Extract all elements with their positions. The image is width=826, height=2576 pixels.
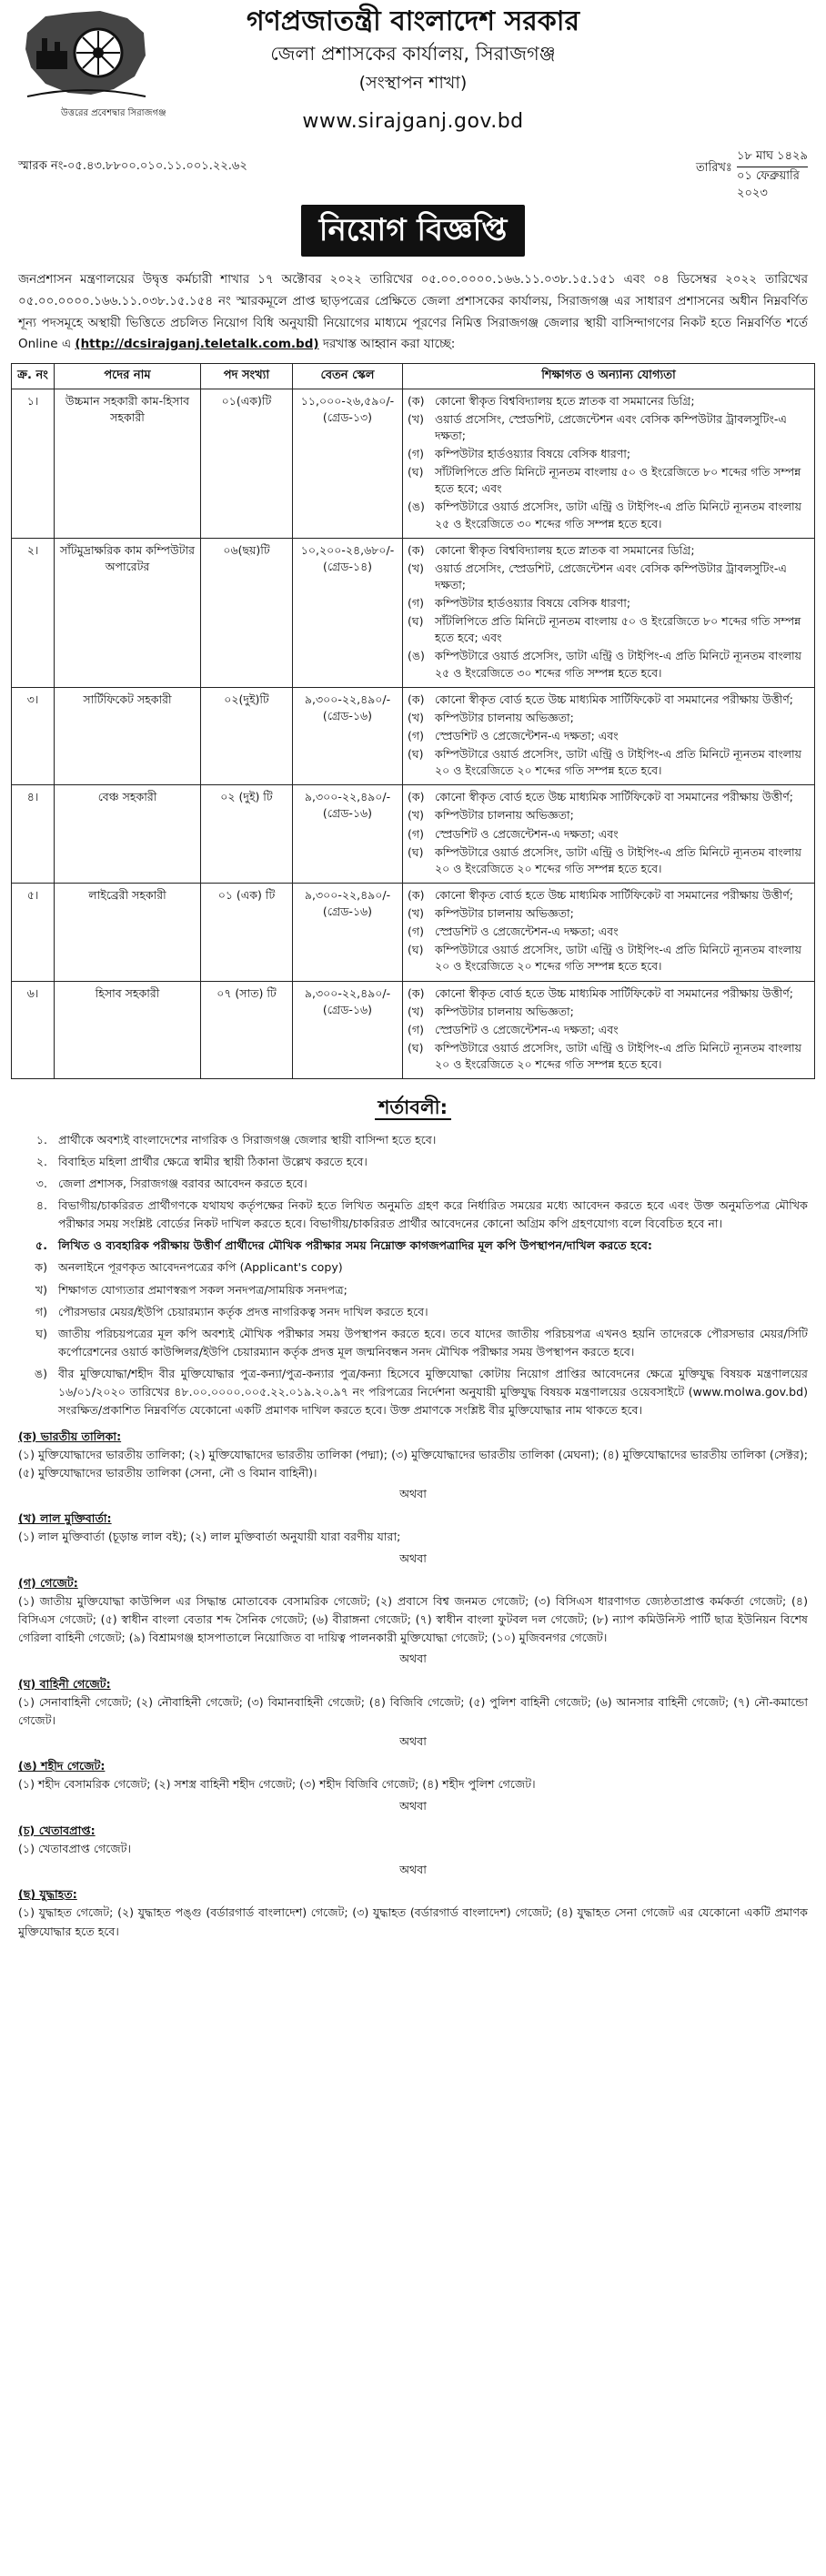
- qualification-item: [408, 613, 810, 646]
- condition-text: প্রার্থীকে অবশ্যই বাংলাদেশের নাগরিক ও সিরাজগঞ্জ জেলার স্থায়ী বাসিন্দা হতে হবে।: [58, 1132, 437, 1147]
- row-serial: ১।: [12, 389, 55, 538]
- row-pay-scale: ৯,৩০০-২২,৪৯০/- (গ্রেড-১৬): [293, 687, 403, 785]
- qualification-item: [408, 393, 810, 409]
- qualification-item: [408, 464, 810, 497]
- qualification-text: কোনো স্বীকৃত বোর্ড হতে উচ্চ মাধ্যমিক সার্টিফিকেট বা সমমানের পরীক্ষায় উত্তীর্ণ;: [435, 692, 793, 706]
- header-serial: ক্র. নং: [12, 363, 55, 389]
- row-post-name: বেঞ্চ সহকারী: [55, 785, 201, 884]
- qualification-text: স্প্রেডশিট ও প্রেজেন্টেশন-এ দক্ষতা; এবং: [435, 826, 619, 841]
- proof-section: [18, 1822, 808, 1858]
- or-separator: অথবা: [399, 1863, 427, 1877]
- proof-section: [18, 1885, 808, 1940]
- qualification-text: কম্পিউটারে ওয়ার্ড প্রসেসিং, ডাটা এন্ট্রি ও টাইপিং-এ প্রতি মিনিটে ন্যূনতম বাংলায় ২০ ও ইংরেজিতে ২০ শব্দের গতি সম্পন্ন হতে হবে।: [435, 844, 802, 875]
- qualification-label: (ঘ): [408, 844, 424, 859]
- condition-item: [18, 1175, 808, 1193]
- proof-section-heading: (ক) ভারতীয় তালিকা:: [18, 1429, 122, 1443]
- row-serial: ৩।: [12, 687, 55, 785]
- website-link[interactable]: www.sirajganj.gov.bd: [302, 110, 524, 133]
- qualification-item: [408, 924, 810, 940]
- date-bangla: ১৮ মাঘ ১৪২৯: [737, 147, 808, 167]
- qualification-text: কোনো স্বীকৃত বিশ্ববিদ্যালয় হতে স্নাতক বা সমমানের ডিগ্রি;: [435, 393, 695, 408]
- condition-item: [18, 1325, 808, 1361]
- qualification-label: (ঙ): [408, 500, 425, 514]
- qualification-text: কম্পিউটারে ওয়ার্ড প্রসেসিং, ডাটা এন্ট্রি ও টাইপিং-এ প্রতি মিনিটে ন্যূনতম বাংলায় ২০ ও ইংরেজিতে ২০ শব্দের গতি সম্পন্ন হতে হবে।: [435, 747, 802, 778]
- condition-number: ঘ): [35, 1326, 47, 1340]
- proof-section-heading: (ঙ) শহীদ গেজেট:: [18, 1759, 106, 1773]
- qualification-text: কম্পিউটার চালনায় অভিজ্ঞতা;: [435, 710, 574, 724]
- table-row: [12, 785, 815, 884]
- qualification-label: (গ): [408, 728, 424, 742]
- qualification-label: (ক): [408, 393, 425, 408]
- qualification-item: [408, 561, 810, 593]
- proof-section-body: (১) যুদ্ধাহত গেজেট; (২) যুদ্ধাহত পঙ্গু (বর্ডারগার্ড বাংলাদেশ) গেজেট; (৩) যুদ্ধাহত (বর্ডারগার্ড বাংলাদেশ) গেজেট; (৪) যুদ্ধাহত সেনা গেজেট এর যেকোনো একটি প্রমাণক মুক্তিযোদ্ধার হতে হবে।: [18, 1905, 808, 1938]
- qualification-text: সাঁটলিপিতে প্রতি মিনিটে ন্যূনতম বাংলায় ৫০ ও ইংরেজিতে ৮০ শব্দের গতি সম্পন্ন হতে হবে; এবং: [435, 614, 801, 645]
- date-block: [737, 147, 808, 204]
- qualification-text: কম্পিউটার হার্ডওয়্যার বিষয়ে বেসিক ধারণা;: [435, 447, 631, 461]
- qualification-item: [408, 789, 810, 805]
- qualification-item: [408, 692, 810, 708]
- intro-paragraph: [18, 269, 808, 356]
- condition-text: বীর মুক্তিযোদ্ধা/শহীদ বীর মুক্তিযোদ্ধার পুত্র-কন্যা/পুত্র-কন্যার পুত্র/কন্যা হিসেবে মুক্তিযোদ্ধা কোটায় নিয়োগ প্রাপ্তির আবেদনের ক্ষেত্রে মুক্তিযুদ্ধ বিষয়ক মন্ত্রণালয়ের ১৬/০১/২০২০ তারিখের ৪৮.০০.০০০০.০০৫.২২.০১৯.২০.৯৭ নং পরিপত্রের নির্দেশনা অনুযায়ী মুক্তিযুদ্ধ বিষয়ক মন্ত্রণালয়ের ওয়েবসাইটে (www.molwa.gov.bd) সংরক্ষিত/প্রকাশিত নিম্নবর্ণিত যেকোনো একটি প্রমাণক দাখিল করতে হবে। উক্ত প্রমাণকে সংশ্লিষ্ট বীর মুক্তিযোদ্ধার নাম থাকতে হবে।: [58, 1367, 808, 1418]
- conditions-title-wrap: [11, 1094, 815, 1121]
- proof-section-body: (১) শহীদ বেসামরিক গেজেট; (২) সশস্ত্র বাহিনী শহীদ গেজেট; (৩) শহীদ বিজিবি গেজেট; (৪) শহীদ পুলিশ গেজেট।: [18, 1777, 536, 1792]
- condition-number: গ): [35, 1304, 47, 1318]
- proof-section: [18, 1510, 808, 1546]
- qualification-label: (ক): [408, 887, 425, 902]
- qualification-label: (খ): [408, 561, 424, 575]
- qualification-item: [408, 746, 810, 779]
- qualification-text: কম্পিউটার চালনায় অভিজ্ঞতা;: [435, 808, 574, 823]
- memo-number: স্মারক নং-০৫.৪৩.৮৮০০.০১০.১১.০০১.২২.৬২: [18, 159, 247, 173]
- qualification-text: কম্পিউটারে ওয়ার্ড প্রসেসিং, ডাটা এন্ট্রি ও টাইপিং-এ প্রতি মিনিটে ন্যূনতম বাংলায় ২৫ ও ইংরেজিতে ৩০ শব্দের গতি সম্পন্ন হতে হবে।: [435, 649, 802, 680]
- letterhead: [11, 0, 815, 200]
- qualification-text: কোনো স্বীকৃত বোর্ড হতে উচ্চ মাধ্যমিক সার্টিফিকেট বা সমমানের পরীক্ষায় উত্তীর্ণ;: [435, 985, 793, 1000]
- logo-caption: উত্তরের প্রবেশদ্বার সিরাজগঞ্জ: [61, 108, 166, 118]
- condition-number: ৫.: [35, 1238, 47, 1253]
- proof-section-body: (১) সেনাবাহিনী গেজেট; (২) নৌবাহিনী গেজেট; (৩) বিমানবাহিনী গেজেট; (৪) বিজিবি গেজেট; (৫) পুলিশ বাহিনী গেজেট; (৬) আনসার বাহিনী গেজেট; (৭) নৌ-কমান্ডো গেজেট।: [18, 1694, 808, 1727]
- office-name: জেলা প্রশাসকের কার্যালয়, সিরাজগঞ্জ: [270, 43, 556, 65]
- header-post-count: পদ সংখ্যা: [201, 363, 293, 389]
- condition-item: [18, 1303, 808, 1321]
- qualification-label: (ক): [408, 542, 425, 557]
- qualification-label: (খ): [408, 808, 424, 823]
- condition-text: জাতীয় পরিচয়পত্রের মূল কপি অবশ্যই মৌখিক পরীক্ষার সময় উপস্থাপন করতে হবে। তবে যাদের জাতীয় পরিচয়পত্র এখনও হয়নি তাদেরকে পৌরসভার মেয়র/সিটি কর্পোরেশনের ওয়ার্ড কাউন্সিলর/ইউপি চেয়ারম্যান কর্তৃক প্রদত্ত মূল জন্মনিবন্ধন সনদ মৌখিক পরীক্ষার সময় উপস্থাপন করতে হবে।: [58, 1326, 808, 1359]
- branch-name: (সংস্থাপন শাখা): [358, 73, 468, 93]
- proof-section: [18, 1675, 808, 1730]
- or-separator: অথবা: [399, 1652, 427, 1666]
- condition-item: [18, 1197, 808, 1233]
- qualification-text: সাঁটলিপিতে প্রতি মিনিটে ন্যূনতম বাংলায় ৫০ ও ইংরেজিতে ৮০ শব্দের গতি সম্পন্ন হতে হবে; এবং: [435, 465, 801, 496]
- condition-text: জেলা প্রশাসক, সিরাজগঞ্জ বরাবর আবেদন করতে হবে।: [58, 1176, 307, 1190]
- row-qualifications: [403, 389, 815, 538]
- qualification-item: [408, 499, 810, 531]
- row-post-count: ০৬(ছয়)টি: [201, 538, 293, 687]
- qualification-text: কম্পিউটার চালনায় অভিজ্ঞতা;: [435, 1004, 574, 1018]
- proof-section-heading: (চ) খেতাবপ্রাপ্ত:: [18, 1823, 96, 1837]
- qualification-text: স্প্রেডশিট ও প্রেজেন্টেশন-এ দক্ষতা; এবং: [435, 1022, 619, 1036]
- qualification-item: [408, 595, 810, 611]
- row-qualifications: [403, 538, 815, 687]
- proof-section: [18, 1428, 808, 1482]
- qualification-label: (ঘ): [408, 465, 424, 480]
- condition-number: ১.: [35, 1132, 47, 1147]
- condition-item: [18, 1365, 808, 1419]
- qualification-label: (ক): [408, 692, 425, 706]
- row-pay-scale: ১০,২০০-২৪,৬৮০/- (গ্রেড-১৪): [293, 538, 403, 687]
- qualification-label: (ঘ): [408, 1040, 424, 1055]
- qualification-item: [408, 905, 810, 922]
- freedom-fighter-proofs: [11, 1428, 815, 1941]
- row-post-name: লাইব্রেরী সহকারী: [55, 883, 201, 981]
- proof-section-heading: (খ) লাল মুক্তিবার্তা:: [18, 1511, 112, 1526]
- row-pay-scale: ৯,৩০০-২২,৪৯০/- (গ্রেড-১৬): [293, 785, 403, 884]
- condition-text: বিভাগীয়/চাকরিরত প্রার্থীগণকে যথাযথ কর্তৃপক্ষের নিকট হতে লিখিত অনুমতি গ্রহণ করে নির্ধারিত সময়ের মধ্যে আবেদন করতে হবে এবং উক্ত অনুমতিপত্র মৌখিক পরীক্ষার সময় সংশ্লিষ্ট বোর্ডের নিকট দাখিল করতে হবে। বিভাগীয়/চাকরিরত প্রার্থীর আবেদনের কোনো অগ্রিম কপি গ্রহণযোগ্য বলে বিবেচিত হবে না।: [58, 1198, 808, 1231]
- row-qualifications: [403, 883, 815, 981]
- header-pay-scale: বেতন স্কেল: [293, 363, 403, 389]
- proof-section-body: (১) লাল মুক্তিবার্তা (চূড়ান্ত লাল বই); (২) লাল মুক্তিবার্তা অনুযায়ী যারা বরণীয় যারা;: [18, 1530, 401, 1544]
- condition-number: ঙ): [34, 1367, 47, 1381]
- condition-text: লিখিত ও ব্যবহারিক পরীক্ষায় উত্তীর্ণ প্রার্থীদের মৌখিক পরীক্ষার সময় নিম্নোক্ত কাগজপত্রাদির মূল কপি উপস্থাপন/দাখিল করতে হবে:: [58, 1238, 652, 1253]
- qualification-text: ওয়ার্ড প্রসেসিং, স্প্রেডশিট, প্রেজেন্টেশন এবং বেসিক কম্পিউটার ট্রাবলসুটিং-এ দক্ষতা;: [435, 411, 787, 442]
- row-post-name: সাঁটমুদ্রাক্ষরিক কাম কম্পিউটার অপারেটর: [55, 538, 201, 687]
- qualification-text: কম্পিউটার হার্ডওয়্যার বিষয়ে বেসিক ধারণা;: [435, 596, 631, 611]
- condition-text: পৌরসভার মেয়র/ইউপি চেয়ারম্যান কর্তৃক প্রদত্ত নাগরিকত্ব সনদ দাখিল করতে হবে।: [58, 1304, 428, 1318]
- proof-section-heading: (ঘ) বাহিনী গেজেট:: [18, 1676, 111, 1691]
- row-pay-scale: ৯,৩০০-২২,৪৯০/- (গ্রেড-১৬): [293, 883, 403, 981]
- qualification-label: (খ): [408, 411, 424, 426]
- qualification-item: [408, 542, 810, 559]
- qualification-text: কোনো স্বীকৃত বিশ্ববিদ্যালয় হতে স্নাতক বা সমমানের ডিগ্রি;: [435, 542, 695, 557]
- qualification-text: কোনো স্বীকৃত বোর্ড হতে উচ্চ মাধ্যমিক সার্টিফিকেট বা সমমানের পরীক্ষায় উত্তীর্ণ;: [435, 887, 793, 902]
- qualification-item: [408, 1004, 810, 1020]
- row-post-name: সার্টিফিকেট সহকারী: [55, 687, 201, 785]
- row-post-count: ০৭ (সাত) টি: [201, 981, 293, 1079]
- table-row: [12, 687, 815, 785]
- application-link[interactable]: (http://dcsirajganj.teletalk.com.bd): [75, 337, 319, 352]
- proof-section-heading: (গ) গেজেট:: [18, 1575, 78, 1590]
- row-serial: ৫।: [12, 883, 55, 981]
- row-serial: ২।: [12, 538, 55, 687]
- or-separator: অথবা: [399, 1551, 427, 1565]
- posts-table-body: [12, 389, 815, 1079]
- or-separator: অথবা: [399, 1486, 427, 1500]
- qualification-item: [408, 807, 810, 823]
- qualification-text: কম্পিউটারে ওয়ার্ড প্রসেসিং, ডাটা এন্ট্রি ও টাইপিং-এ প্রতি মিনিটে ন্যূনতম বাংলায় ২০ ও ইংরেজিতে ২০ শব্দের গতি সম্পন্ন হতে হবে।: [435, 943, 802, 974]
- qualification-item: [408, 728, 810, 744]
- notice-title: নিয়োগ বিজ্ঞপ্তি: [301, 205, 526, 257]
- qualification-label: (খ): [408, 906, 424, 921]
- condition-item: [18, 1153, 808, 1171]
- condition-text: অনলাইনে পূরণকৃত আবেদনপত্রের কপি (Applicant's copy): [58, 1260, 343, 1275]
- row-post-name: উচ্চমান সহকারী কাম-হিসাব সহকারী: [55, 389, 201, 538]
- qualification-label: (ঘ): [408, 747, 424, 762]
- row-post-count: ০২(দুই)টি: [201, 687, 293, 785]
- table-row: [12, 389, 815, 538]
- table-header-row: [12, 363, 815, 389]
- qualification-label: (গ): [408, 826, 424, 841]
- intro-tail: দরখাস্ত আহ্বান করা যাচ্ছে:: [322, 337, 456, 352]
- conditions-title: শর্তাবলী:: [375, 1096, 451, 1120]
- qualification-text: ওয়ার্ড প্রসেসিং, স্প্রেডশিট, প্রেজেন্টেশন এবং বেসিক কম্পিউটার ট্রাবলসুটিং-এ দক্ষতা;: [435, 561, 787, 591]
- date-english: ০১ ফেব্রুয়ারি ২০২৩: [737, 168, 800, 200]
- proof-section-body: (১) খেতাবপ্রাপ্ত গেজেট।: [18, 1841, 131, 1855]
- posts-table: [11, 363, 815, 1079]
- qualification-text: কম্পিউটারে ওয়ার্ড প্রসেসিং, ডাটা এন্ট্রি ও টাইপিং-এ প্রতি মিনিটে ন্যূনতম বাংলায় ২০ ও ইংরেজিতে ২০ শব্দের গতি সম্পন্ন হতে হবে।: [435, 1040, 802, 1072]
- row-post-count: ০১(এক)টি: [201, 389, 293, 538]
- or-separator: অথবা: [399, 1733, 427, 1748]
- condition-number: ২.: [35, 1154, 47, 1168]
- condition-number: খ): [35, 1282, 47, 1297]
- condition-item: [18, 1258, 808, 1277]
- qualification-label: (ঘ): [408, 943, 424, 957]
- qualification-item: [408, 826, 810, 843]
- qualification-label: (গ): [408, 596, 424, 611]
- qualification-text: কম্পিউটারে ওয়ার্ড প্রসেসিং, ডাটা এন্ট্রি ও টাইপিং-এ প্রতি মিনিটে ন্যূনতম বাংলায় ২৫ ও ইংরেজিতে ৩০ শব্দের গতি সম্পন্ন হতে হবে।: [435, 500, 802, 530]
- qualification-label: (খ): [408, 710, 424, 724]
- intro-text: জনপ্রশাসন মন্ত্রণালয়ের উদ্বৃত্ত কর্মচারী শাখার ১৭ অক্টোবর ২০২২ তারিখের ০৫.০০.০০০০.১৬৬.১১.০৩৮.১৫.১৫১ এবং ০৪ ডিসেম্বর ২০২২ তারিখের ০৫.০০.০০০০.১৬৬.১১.০৩৮.১৫.১৫৪ নং স্মারকমূলে প্রাপ্ত ছাড়পত্রের প্রেক্ষিতে জেলা প্রশাসকের কার্যালয়, সিরাজগঞ্জ এর সাধারণ প্রশাসনের অধীন নিম্নবর্ণিত শূন্য পদসমূহে অস্থায়ী ভিত্তিতে প্রচলিত নিয়োগ বিধি অনুযায়ী নিয়োগের মাধ্যমে পূরণের নিমিত্ত সিরাজগঞ্জ জেলার স্থায়ী বাসিন্দাগণের নিকট হতে নিম্নবর্ণিত শর্তে Online এ: [18, 272, 808, 352]
- condition-text: বিবাহিত মহিলা প্রার্থীর ক্ষেত্রে স্বামীর স্থায়ী ঠিকানা উল্লেখ করতে হবে।: [58, 1154, 368, 1168]
- qualification-item: [408, 710, 810, 726]
- row-pay-scale: ৯,৩০০-২২,৪৯০/- (গ্রেড-১৬): [293, 981, 403, 1079]
- qualification-label: (ক): [408, 790, 425, 804]
- table-row: [12, 538, 815, 687]
- conditions-list: [18, 1131, 808, 1420]
- notice-title-wrap: [11, 205, 815, 257]
- row-pay-scale: ১১,০০০-২৬,৫৯০/- (গ্রেড-১৩): [293, 389, 403, 538]
- row-post-name: হিসাব সহকারী: [55, 981, 201, 1079]
- qualification-label: (গ): [408, 447, 424, 461]
- qualification-item: [408, 1040, 810, 1073]
- government-title: গণপ্রজাতন্ত্রী বাংলাদেশ সরকার: [247, 5, 579, 37]
- qualification-item: [408, 648, 810, 681]
- row-qualifications: [403, 981, 815, 1079]
- date-label: তারিখঃ: [696, 161, 732, 175]
- qualification-item: [408, 411, 810, 444]
- table-row: [12, 981, 815, 1079]
- qualification-label: (ক): [408, 985, 425, 1000]
- proof-section: [18, 1757, 808, 1793]
- qualification-item: [408, 887, 810, 904]
- row-post-count: ০১ (এক) টি: [201, 883, 293, 981]
- condition-item: [18, 1281, 808, 1299]
- qualification-label: (খ): [408, 1004, 424, 1018]
- qualification-label: (ঘ): [408, 614, 424, 629]
- table-row: [12, 883, 815, 981]
- header-qualifications: শিক্ষাগত ও অন্যান্য যোগ্যতা: [403, 363, 815, 389]
- qualification-item: [408, 446, 810, 462]
- qualification-item: [408, 985, 810, 1002]
- qualification-label: (ঙ): [408, 649, 425, 663]
- condition-number: ক): [35, 1260, 47, 1275]
- proof-section-body: (১) জাতীয় মুক্তিযোদ্ধা কাউন্সিল এর সিদ্ধান্ত মোতাবেক বেসামরিক গেজেট; (২) প্রবাসে বিশ্ব জনমত গেজেট; (৩) বিসিএস ধারণাগত জ্যেষ্ঠতাপ্রাপ্ত কর্মকর্তা গেজেট; (৪) বিসিএস গেজেট; (৫) স্বাধীন বাংলা বেতার শব্দ সৈনিক গেজেট; (৬) বীরাঙ্গনা গেজেট; (৭) স্বাধীন বাংলা ফুটবল দল গেজেট; (৮) ন্যাপ কমিউনিস্ট পার্টি ছাত্র ইউনিয়ন বিশেষ গেরিলা বাহিনী গেজেট; (৯) বিশ্রামগঞ্জ হাসপাতালে নিয়োজিত বা দায়িত্ব পালনকারী মুক্তিযোদ্ধা গেজেট; (১০) মুজিবনগর গেজেট।: [18, 1593, 808, 1645]
- condition-text: শিক্ষাগত যোগ্যতার প্রমাণস্বরূপ সকল সনদপত্র/সাময়িক সনদপত্র;: [58, 1282, 348, 1297]
- row-serial: ৪।: [12, 785, 55, 884]
- proof-section: [18, 1574, 808, 1648]
- or-separator: অথবা: [399, 1798, 427, 1813]
- qualification-item: [408, 844, 810, 877]
- qualification-text: কোনো স্বীকৃত বোর্ড হতে উচ্চ মাধ্যমিক সার্টিফিকেট বা সমমানের পরীক্ষায় উত্তীর্ণ;: [435, 790, 793, 804]
- proof-section-body: (১) মুক্তিযোদ্ধাদের ভারতীয় তালিকা; (২) মুক্তিযোদ্ধাদের ভারতীয় তালিকা (পদ্মা); (৩) মুক্তিযোদ্ধাদের ভারতীয় তালিকা (মেঘনা); (৪) মুক্তিযোদ্ধাদের ভারতীয় তালিকা (সেক্টর); (৫) মুক্তিযোদ্ধাদের ভারতীয় তালিকা (সেনা, নৌ ও বিমান বাহিনী)।: [18, 1447, 808, 1480]
- condition-item: [18, 1131, 808, 1149]
- qualification-item: [408, 942, 810, 975]
- header-post-name: পদের নাম: [55, 363, 201, 389]
- condition-number: ৩.: [35, 1176, 47, 1190]
- condition-number: ৪.: [35, 1198, 47, 1212]
- condition-item: [18, 1237, 808, 1255]
- row-qualifications: [403, 687, 815, 785]
- row-post-count: ০২ (দুই) টি: [201, 785, 293, 884]
- row-qualifications: [403, 785, 815, 884]
- row-serial: ৬।: [12, 981, 55, 1079]
- qualification-label: (গ): [408, 1022, 424, 1036]
- qualification-text: স্প্রেডশিট ও প্রেজেন্টেশন-এ দক্ষতা; এবং: [435, 728, 619, 742]
- qualification-item: [408, 1022, 810, 1038]
- qualification-label: (গ): [408, 924, 424, 939]
- qualification-text: স্প্রেডশিট ও প্রেজেন্টেশন-এ দক্ষতা; এবং: [435, 924, 619, 939]
- proof-section-heading: (ছ) যুদ্ধাহত:: [18, 1887, 77, 1902]
- qualification-text: কম্পিউটার চালনায় অভিজ্ঞতা;: [435, 906, 574, 921]
